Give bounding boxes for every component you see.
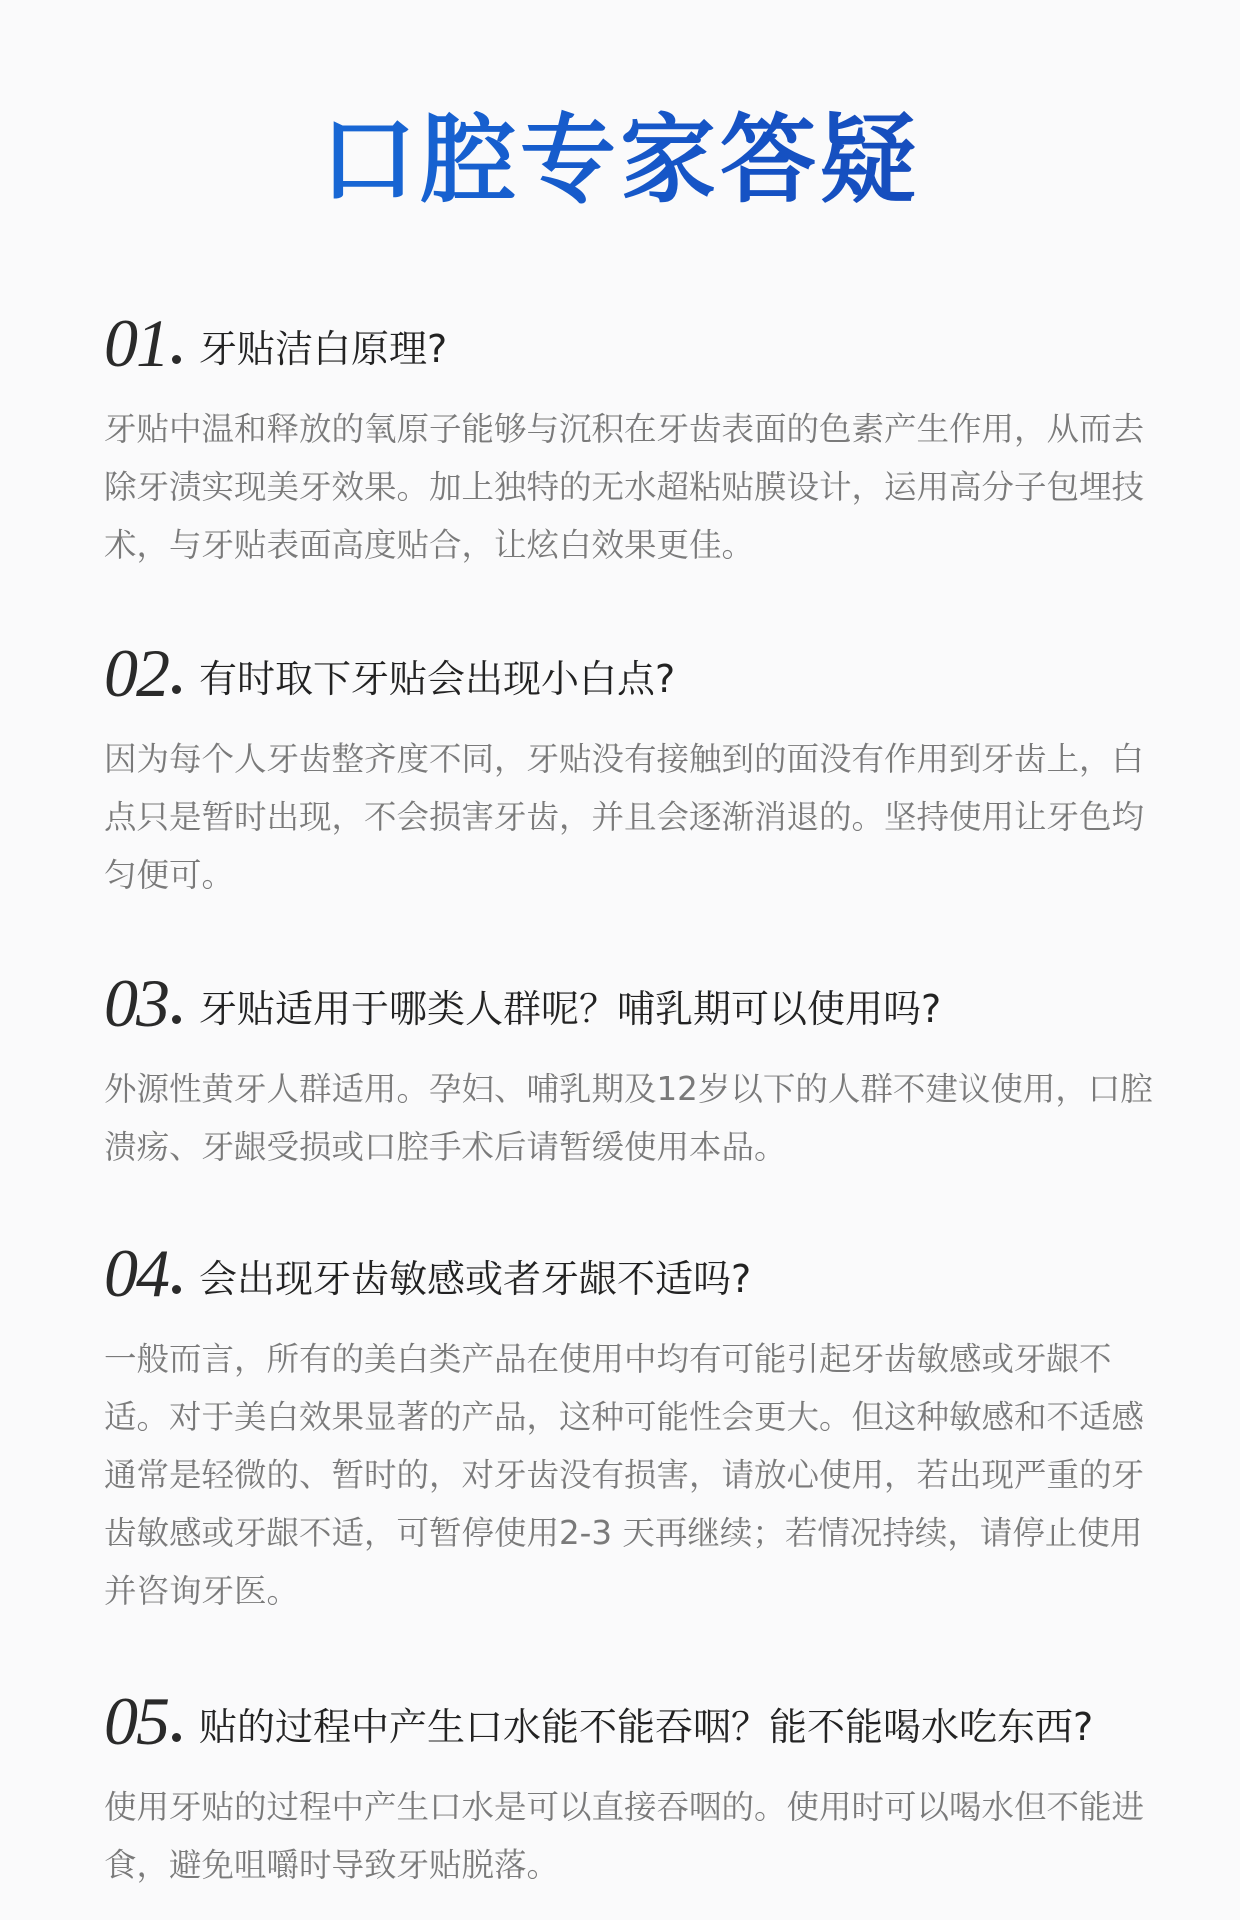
- question-text: 牙贴洁白原理?: [199, 327, 448, 371]
- question-number: 05: [104, 1683, 168, 1759]
- number-dot: [172, 1015, 181, 1024]
- question-text: 贴的过程中产生口水能不能吞咽？能不能喝水吃东西?: [199, 1705, 1094, 1749]
- question-text: 会出现牙齿敏感或者牙龈不适吗?: [199, 1257, 752, 1301]
- faq-item-3: [104, 965, 1164, 1176]
- question-number: 02: [104, 635, 168, 711]
- faq-item-1: [104, 305, 1164, 574]
- answer-text: 使用牙贴的过程中产生口水是可以直接吞咽的。使用时可以喝水但不能进食，避免咀嚼时导致牙贴脱落。: [104, 1788, 1145, 1884]
- answer-text: 牙贴中温和释放的氧原子能够与沉积在牙齿表面的色素产生作用，从而去除牙渍实现美牙效果。加上独特的无水超粘贴膜设计，运用高分子包埋技术，与牙贴表面高度贴合，让炫白效果更佳。: [104, 410, 1145, 564]
- question-row: [104, 305, 1164, 381]
- faq-item-4: [104, 1235, 1164, 1620]
- answer-text: 因为每个人牙齿整齐度不同，牙贴没有接触到的面没有作用到牙齿上，白点只是暂时出现，不会损害牙齿，并且会逐渐消退的。坚持使用让牙色均匀便可。: [104, 740, 1145, 894]
- page-title: 口腔专家答疑: [0, 100, 1240, 220]
- question-row: [104, 1235, 1164, 1311]
- faq-item-5: [104, 1683, 1164, 1894]
- question-row: [104, 965, 1164, 1041]
- number-dot: [172, 355, 181, 364]
- question-text: 有时取下牙贴会出现小白点?: [199, 657, 676, 701]
- question-number: 04: [104, 1235, 168, 1311]
- answer-text: 一般而言，所有的美白类产品在使用中均有可能引起牙齿敏感或牙龈不适。对于美白效果显著的产品，这种可能性会更大。但这种敏感和不适感通常是轻微的、暂时的，对牙齿没有损害，请放心使用，若出现严重的牙齿敏感或牙龈不适，可暂停使用2-3 天再继续；若情况持续，请停止使用并咨询牙医。: [104, 1340, 1145, 1610]
- question-text: 牙贴适用于哪类人群呢？哺乳期可以使用吗?: [199, 987, 942, 1031]
- number-dot: [172, 1733, 181, 1742]
- faq-item-2: [104, 635, 1164, 904]
- number-dot: [172, 685, 181, 694]
- number-dot: [172, 1285, 181, 1294]
- question-row: [104, 635, 1164, 711]
- answer-text: 外源性黄牙人群适用。孕妇、哺乳期及12岁以下的人群不建议使用，口腔溃疡、牙龈受损或口腔手术后请暂缓使用本品。: [104, 1070, 1153, 1166]
- question-number: 03: [104, 965, 168, 1041]
- question-number: 01: [104, 305, 168, 381]
- question-row: [104, 1683, 1164, 1759]
